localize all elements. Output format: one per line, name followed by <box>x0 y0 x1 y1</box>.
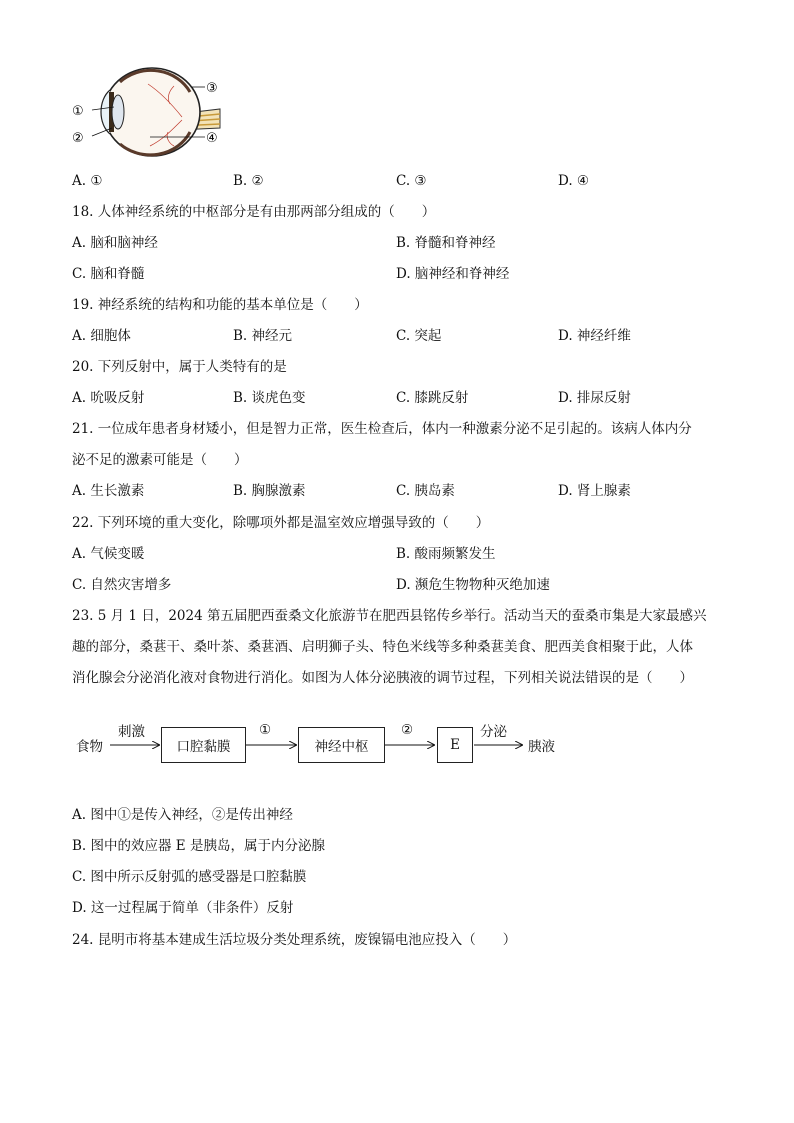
eye-label-4: ④ <box>206 131 218 146</box>
flow-food: 食物 <box>76 739 103 755</box>
q19-option-b: B. 神经元 <box>233 328 293 344</box>
q18-option-c: C. 脑和脊髓 <box>72 266 145 282</box>
q23-stem-line2: 趣的部分，桑葚干、桑叶茶、桑葚酒、启明狮子头、特色米线等多种桑葚美食、肥西美食相聚于此，人体 <box>72 639 693 655</box>
q21-option-d: D. 肾上腺素 <box>558 483 631 499</box>
q23-option-c: C. 图中所示反射弧的感受器是口腔黏膜 <box>72 869 307 885</box>
eye-label-2: ② <box>72 131 84 146</box>
flow-receptor-box <box>161 727 246 763</box>
flow-receptor-text: 口腔黏膜 <box>176 739 231 755</box>
q19-option-a: A. 细胞体 <box>72 328 131 344</box>
q22-stem: 22. 下列环境的重大变化，除哪项外都是温室效应增强导致的（ ） <box>72 515 490 531</box>
flow-center-text: 神经中枢 <box>314 739 369 755</box>
q21-option-b: B. 胸腺激素 <box>233 483 306 499</box>
q21-option-a: A. 生长激素 <box>72 483 145 499</box>
q22-option-c: C. 自然灾害增多 <box>72 577 172 593</box>
flow-secrete-label: 分泌 <box>480 724 507 740</box>
flow-center-box <box>298 727 385 763</box>
q23-stem-line3: 消化腺会分泌消化液对食物进行消化。如图为人体分泌胰液的调节过程，下列相关说法错误的是（ ） <box>72 670 693 686</box>
q18-option-d: D. 脑神经和脊神经 <box>396 266 510 282</box>
flow-effector-box <box>437 727 473 763</box>
q17-option-d: D. ④ <box>558 173 590 189</box>
q18-stem: 18. 人体神经系统的中枢部分是有由那两部分组成的（ ） <box>72 204 436 220</box>
q19-option-d: D. 神经纤维 <box>558 328 631 344</box>
q20-stem: 20. 下列反射中，属于人类特有的是 <box>72 359 287 375</box>
q20-option-d: D. 排尿反射 <box>558 390 631 406</box>
q19-option-c: C. 突起 <box>396 328 442 344</box>
lens <box>112 95 124 129</box>
q23-option-a: A. 图中①是传入神经，②是传出神经 <box>72 807 293 823</box>
cornea <box>101 90 110 134</box>
reflex-flow-diagram <box>70 718 590 773</box>
flow-stimulus-label: 刺激 <box>118 724 145 740</box>
q24-stem: 24. 昆明市将基本建成生活垃圾分类处理系统，废镍镉电池应投入（ ） <box>72 932 517 948</box>
q20-option-a: A. 吮吸反射 <box>72 390 145 406</box>
q18-option-a: A. 脑和脑神经 <box>72 235 158 251</box>
q20-option-c: C. 膝跳反射 <box>396 390 469 406</box>
q22-option-d: D. 濒危生物物种灭绝加速 <box>396 577 550 593</box>
q17-option-b: B. ② <box>233 173 264 189</box>
flow-path2-label: ② <box>401 722 414 738</box>
flow-path1-label: ① <box>259 722 272 738</box>
eye-label-1: ① <box>72 104 84 119</box>
q21-stem-line1: 21. 一位成年患者身材矮小，但是智力正常，医生检查后，体内一种激素分泌不足引起的。该病人体内分 <box>72 421 692 437</box>
q22-option-b: B. 酸雨频繁发生 <box>396 546 496 562</box>
eyeball-diagram <box>70 62 230 167</box>
q20-option-b: B. 谈虎色变 <box>233 390 306 406</box>
q21-option-c: C. 胰岛素 <box>396 483 455 499</box>
q17-option-c: C. ③ <box>396 173 427 189</box>
q23-option-d: D. 这一过程属于简单（非条件）反射 <box>72 900 294 916</box>
flow-effector-text: E <box>450 737 460 753</box>
q23-stem-line1: 23. 5 月 1 日，2024 第五届肥西蚕桑文化旅游节在肥西县铭传乡举行。活动当天的蚕桑市集是大家最感兴 <box>72 608 707 624</box>
flow-product: 胰液 <box>528 739 555 755</box>
q18-option-b: B. 脊髓和脊神经 <box>396 235 496 251</box>
q17-option-a: A. ① <box>72 173 103 189</box>
q21-stem-line2: 泌不足的激素可能是（ ） <box>72 452 248 468</box>
eye-label-3: ③ <box>206 81 218 96</box>
q23-option-b: B. 图中的效应器 E 是胰岛，属于内分泌腺 <box>72 838 325 854</box>
q22-option-a: A. 气候变暖 <box>72 546 145 562</box>
q19-stem: 19. 神经系统的结构和功能的基本单位是（ ） <box>72 297 368 313</box>
